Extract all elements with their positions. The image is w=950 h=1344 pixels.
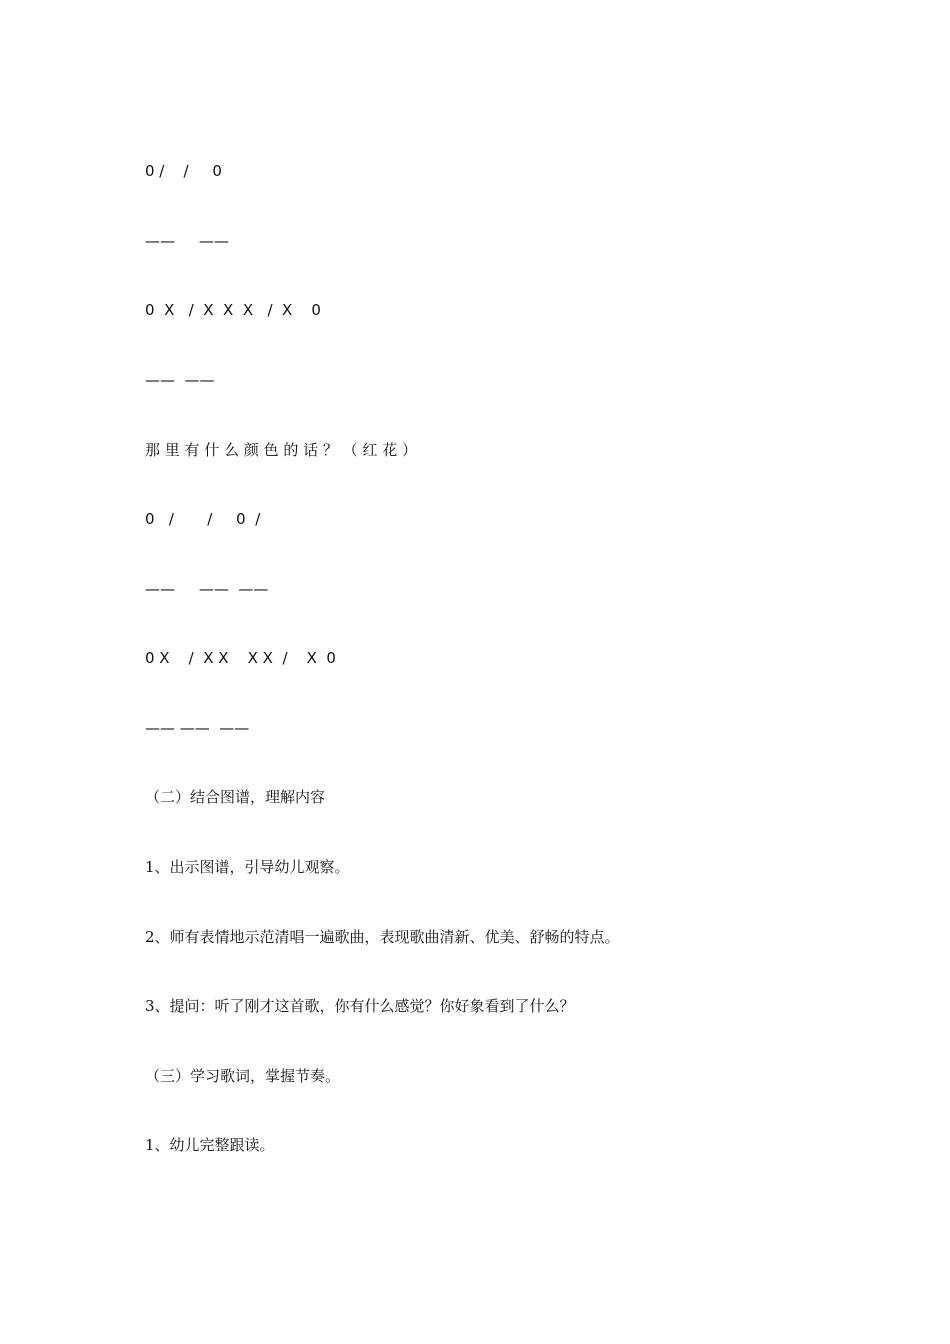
step-item-2: 2、师有表情地示范清唱一遍歌曲，表现歌曲清新、优美、舒畅的特点。 (145, 928, 620, 946)
rhythm-line-1: 0 / / 0 (145, 162, 222, 180)
step-item-4: 1、幼儿完整跟读。 (145, 1136, 275, 1154)
rhythm-line-2: 0 X / X X X / X 0 (145, 301, 321, 319)
step-item-3: 3、提问：听了刚才这首歌，你有什么感觉？你好象看到了什么？ (145, 997, 575, 1015)
lyric-question-line: 那 里 有 什 么 颜 色 的 话 ？ （ 红 花 ） (145, 441, 417, 459)
rhythm-line-4: 0 X / X X X X / X 0 (145, 649, 336, 667)
rhythm-line-3: 0 / / 0 / (145, 510, 261, 528)
rhythm-underline-4: —— —— —— (145, 719, 250, 737)
rhythm-underline-2: —— —— (145, 371, 215, 389)
rhythm-underline-3: —— —— —— (145, 580, 269, 598)
step-item-1: 1、出示图谱，引导幼儿观察。 (145, 858, 350, 876)
rhythm-underline-1: —— —— (145, 232, 229, 250)
section-heading-3: （三）学习歌词，掌握节奏。 (145, 1067, 341, 1085)
section-heading-2: （二）结合图谱，理解内容 (145, 788, 326, 806)
